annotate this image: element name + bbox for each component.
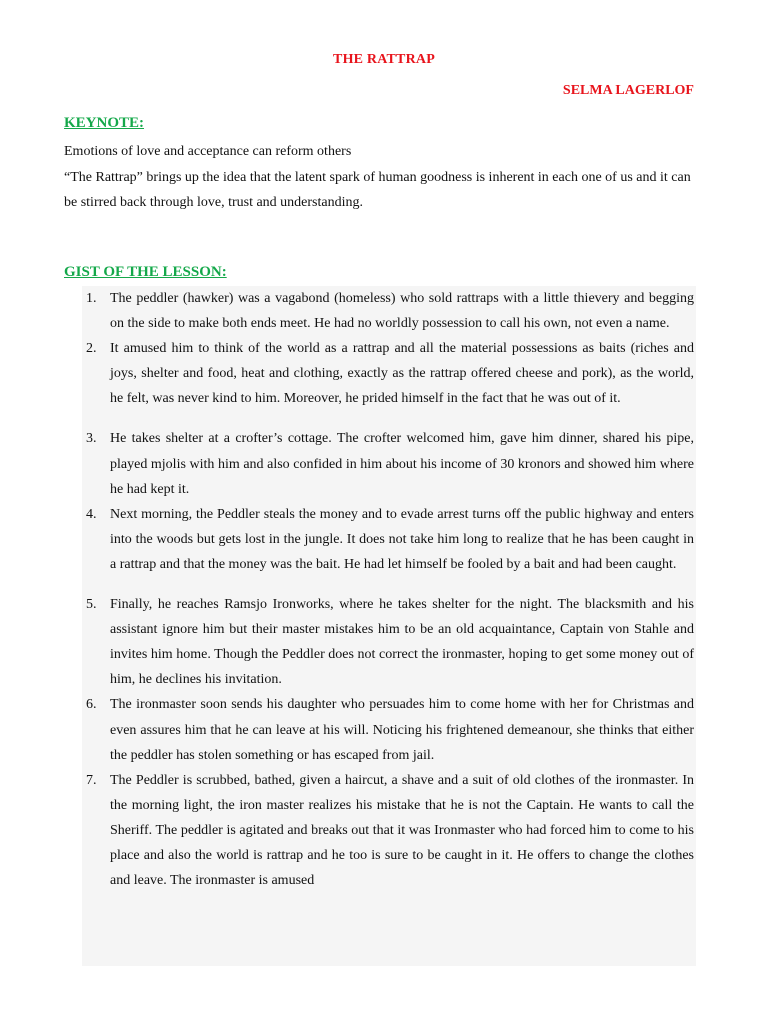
keynote-line: Emotions of love and acceptance can reform others bbox=[64, 144, 352, 159]
list-item-text: The peddler (hawker) was a vagabond (homeless) who sold rattraps with a little thievery and begging on the side to make both ends meet. He had no worldly possession to call his own, not even a name. bbox=[110, 291, 694, 332]
list-item-text: Next morning, the Peddler steals the money and to evade arrest turns off the public highway and enters into the woods but gets lost in the jungle. It does not take him long to realize that he has been caught in a rattrap and that the money was the bait. He had let himself be fooled by a bait and had been caught. bbox=[110, 506, 694, 572]
list-item bbox=[64, 692, 694, 767]
list-item-text: He takes shelter at a crofter’s cottage. The crofter welcomed him, gave him dinner, shared his pipe, played mjolis with him and also confided in him about his income of 30 kronors and showed him where he had kept it. bbox=[110, 431, 694, 497]
list-item-number: 1. bbox=[86, 291, 97, 306]
list-item-text: Finally, he reaches Ramsjo Ironworks, where he takes shelter for the night. The blacksmith and his assistant ignore him but their master mistakes him to be an old acquaintance, Captain von Stahle and invites him home. Though the Peddler does not correct the ironmaster, hoping to get some money out of him, he declines his invitation. bbox=[110, 597, 694, 688]
list-item-number: 6. bbox=[86, 697, 97, 713]
list-item-text: It amused him to think of the world as a rattrap and all the material possessions as baits (riches and joys, shelter and food, heat and clothing, exactly as the rattrap offered cheese and pork), as the world, he felt, was never kind to him. Moreover, he prided himself in the fact that he was out of it. bbox=[110, 341, 694, 407]
list-item-number: 4. bbox=[86, 506, 97, 522]
list-item-text: The ironmaster soon sends his daughter who persuades him to come home with her for Christmas and even assures him that he can leave at his will. Noticing his frightened demeanour, she thinks that either the peddler has stolen something or has escaped from jail. bbox=[110, 697, 694, 763]
keynote-heading: KEYNOTE: bbox=[64, 115, 145, 131]
list-item-number: 5. bbox=[86, 597, 97, 613]
list-item bbox=[64, 592, 694, 692]
list-item-number: 3. bbox=[86, 431, 97, 447]
gist-heading: GIST OF THE LESSON: bbox=[64, 264, 227, 280]
list-item bbox=[64, 286, 694, 336]
list-item-number: 7. bbox=[86, 772, 97, 788]
keynote-line: “The Rattrap” brings up the idea that the latent spark of human goodness is inherent in each one of us and it can be stirred back through love, trust and understanding. bbox=[64, 169, 691, 210]
keynote-body bbox=[64, 139, 696, 216]
document-title: THE RATTRAP bbox=[333, 52, 435, 67]
list-item bbox=[64, 336, 694, 411]
list-item-number: 2. bbox=[86, 341, 97, 357]
gist-list bbox=[64, 286, 694, 893]
list-item-text: The Peddler is scrubbed, bathed, given a haircut, a shave and a suit of old clothes of the ironmaster. In the morning light, the iron master realizes his mistake that he is not the Captain. He wants to call the Sheriff. The peddler is agitated and breaks out that it was Ironmaster who had forced him to come to his place and also the world is rattrap and he too is sure to be caught in it. He offers to change the clothes and leave. The ironmaster is amused bbox=[110, 772, 694, 889]
list-item bbox=[64, 502, 694, 577]
list-item bbox=[64, 426, 694, 501]
list-item bbox=[64, 768, 694, 893]
document-author: SELMA LAGERLOF bbox=[562, 83, 694, 98]
